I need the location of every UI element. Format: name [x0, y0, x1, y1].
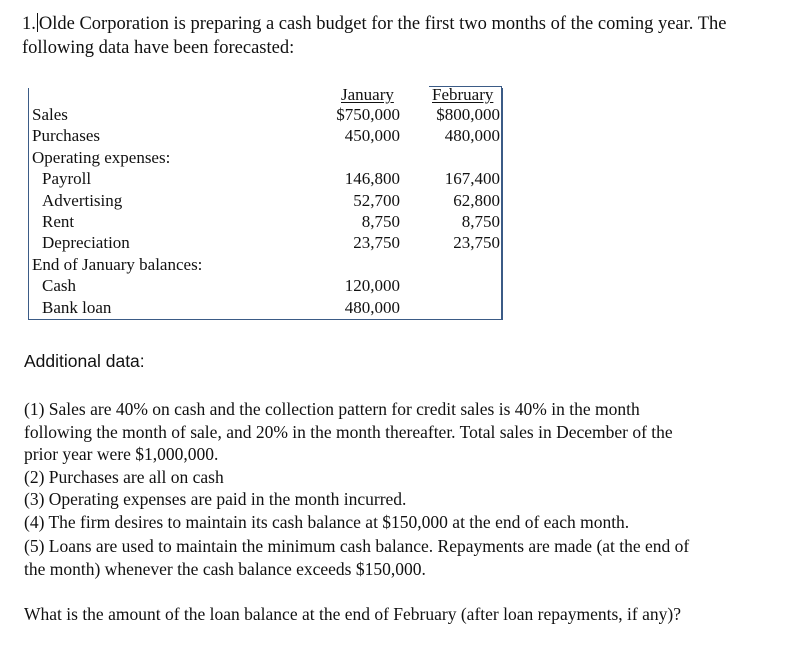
- february-value: $800,000: [436, 105, 500, 124]
- january-value: 23,750: [353, 233, 400, 253]
- row-label: Bank loan: [42, 297, 112, 317]
- note-line-2: following the month of sale, and 20% in the month thereafter. Total sales in December of the: [24, 421, 673, 442]
- january-value: $750,000: [336, 105, 400, 124]
- february-value: 62,800: [453, 190, 500, 210]
- january-value: 8,750: [361, 212, 400, 231]
- column-header-february: February: [432, 85, 494, 104]
- additional-data-heading: Additional data:: [24, 351, 145, 371]
- column-header-january: January: [341, 85, 394, 104]
- january-value: 52,700: [353, 190, 400, 210]
- row-label: Payroll: [42, 169, 92, 189]
- question-intro-text: Olde Corporation is preparing a cash budget for the first two months of the coming year. The: [38, 14, 727, 34]
- february-value: 8,750: [461, 212, 500, 231]
- question-intro-line-1: [22, 12, 726, 36]
- final-question: What is the amount of the loan balance at the end of February (after loan repayments, if any)?: [24, 604, 681, 624]
- january-value: 450,000: [344, 126, 400, 146]
- row-label: Purchases: [32, 126, 100, 146]
- row-label: Cash: [42, 276, 76, 296]
- february-value: 23,750: [453, 233, 500, 253]
- january-value: 146,800: [344, 169, 400, 189]
- february-value: 480,000: [444, 126, 500, 146]
- row-label: End of January balances:: [32, 254, 203, 274]
- january-value: 120,000: [344, 276, 400, 296]
- question-number: 1.: [22, 14, 36, 34]
- note-line-8: the month) whenever the cash balance exceeds $150,000.: [24, 558, 426, 579]
- row-label: Sales: [32, 105, 68, 124]
- note-line-3: prior year were $1,000,000.: [24, 444, 219, 465]
- question-intro-line-2: following data have been forecasted:: [22, 38, 295, 58]
- note-line-1: (1) Sales are 40% on cash and the collection pattern for credit sales is 40% in the month: [24, 399, 640, 419]
- january-value: 480,000: [344, 297, 400, 317]
- february-value: 167,400: [444, 169, 500, 189]
- note-line-4: (2) Purchases are all on cash: [24, 466, 224, 487]
- note-line-7: (5) Loans are used to maintain the minimum cash balance. Repayments are made (at the end of: [24, 536, 690, 556]
- row-label: Depreciation: [42, 233, 130, 253]
- note-line-6: (4) The firm desires to maintain its cash balance at $150,000 at the end of each month.: [24, 512, 630, 532]
- row-label: Operating expenses:: [32, 147, 171, 167]
- row-label: Advertising: [42, 190, 123, 210]
- row-label: Rent: [42, 212, 75, 231]
- text-cursor: [37, 13, 38, 32]
- table-border-right: [501, 88, 503, 319]
- note-line-5: (3) Operating expenses are paid in the month incurred.: [24, 489, 407, 510]
